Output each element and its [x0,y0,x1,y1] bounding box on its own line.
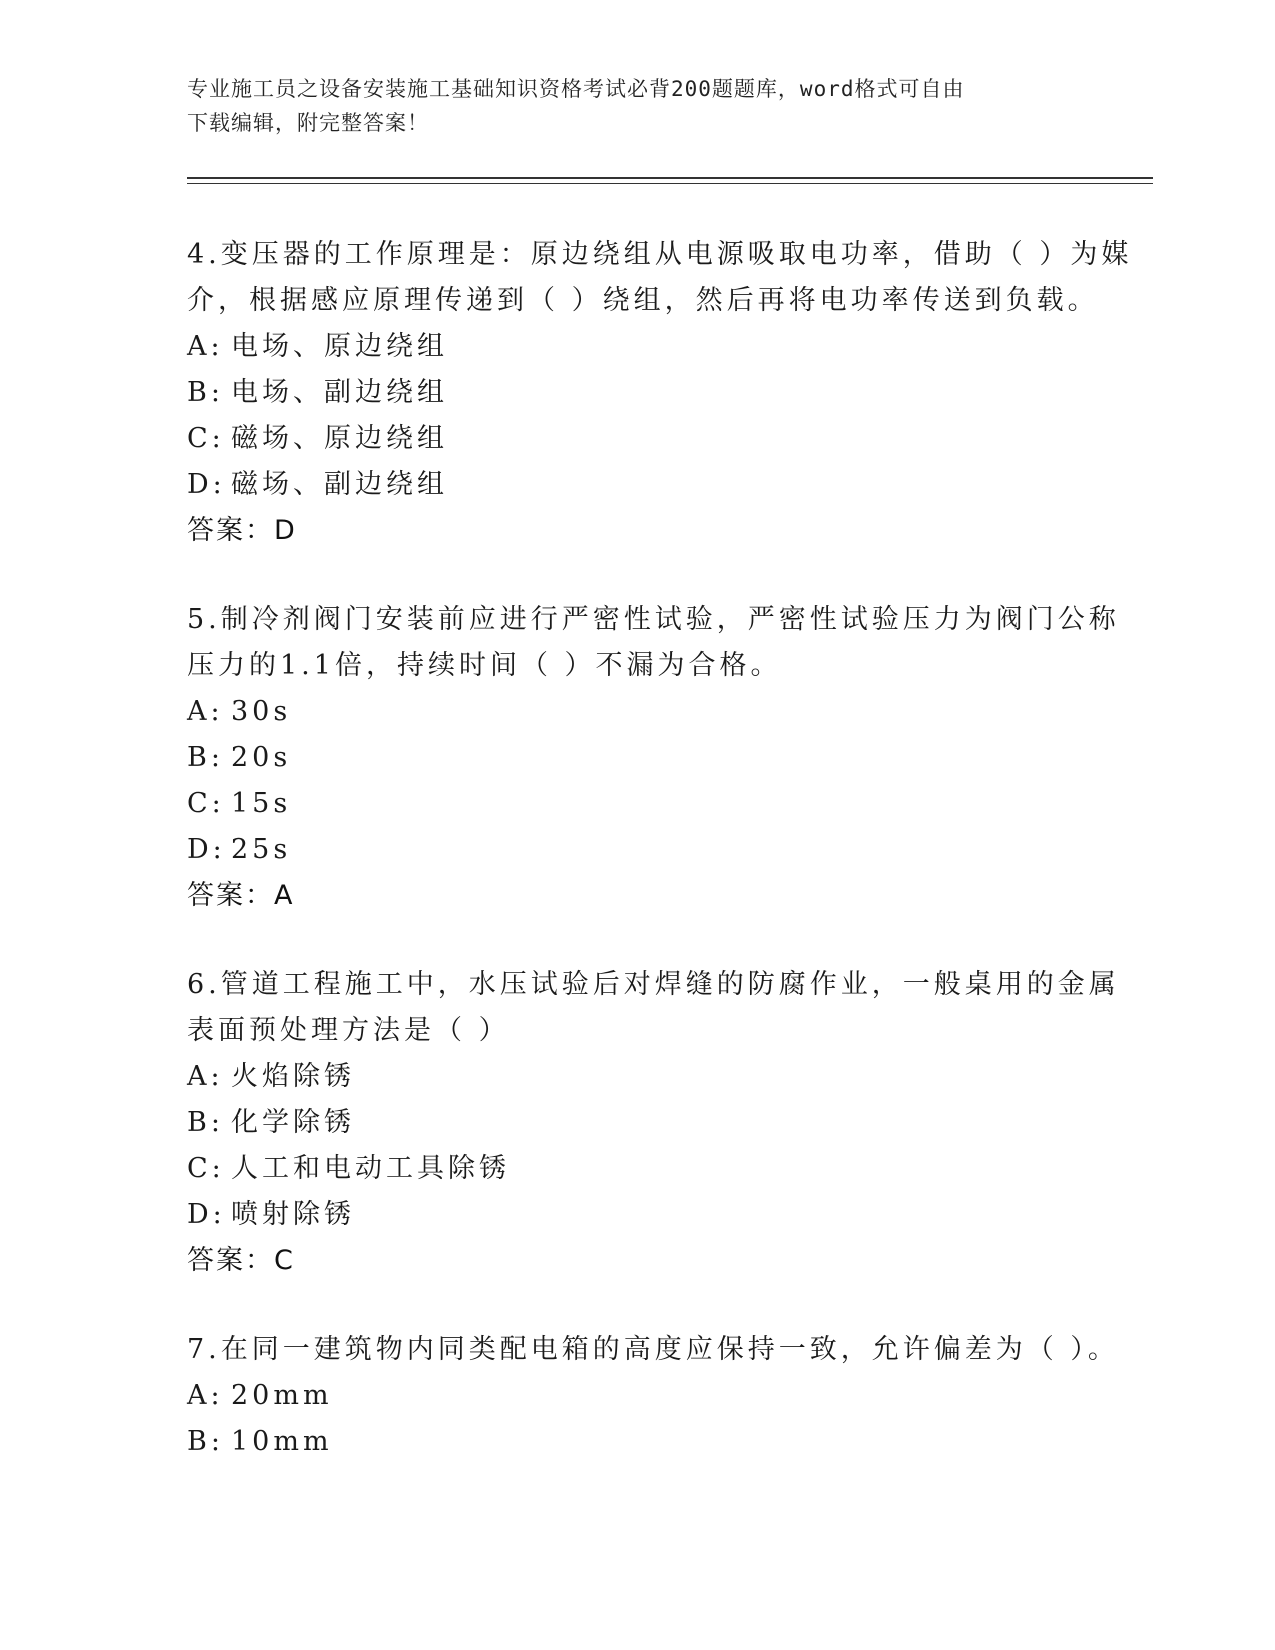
option-a [187,1054,1087,1100]
option-key: B: [187,1107,224,1138]
option-key: A: [187,1061,224,1092]
answer: 答案：C [187,1245,295,1276]
option-text: 电场、副边绕组 [231,377,448,408]
option-key: B: [187,377,224,408]
header-line-2: 下载编辑，附完整答案！ [187,111,429,135]
header-divider-bottom [187,183,1153,184]
option-d [187,462,1087,508]
header-divider-top [187,177,1153,179]
question-text-line: 4.变压器的工作原理是：原边绕组从电源吸取电功率，借助（ ）为媒 [187,239,1133,270]
option-key: C: [187,1153,225,1184]
option-b [187,370,1087,416]
question-5 [187,597,1120,919]
question-6 [187,962,1120,1284]
option-key: D: [187,1199,226,1230]
option-text: 磁场、副边绕组 [231,469,448,500]
question-7 [187,1327,1119,1465]
question-text-line: 7.在同一建筑物内同类配电箱的高度应保持一致，允许偏差为（ ）。 [187,1334,1119,1365]
question-text-line: 压力的1.1倍，持续时间（ ）不漏为合格。 [187,650,782,681]
option-text: 喷射除锈 [231,1199,355,1230]
option-key: C: [187,423,225,454]
option-a [187,1373,1087,1419]
option-key: D: [187,834,226,865]
option-key: A: [187,331,224,362]
option-text: 磁场、原边绕组 [231,423,448,454]
option-text: 25s [231,834,292,865]
option-b [187,735,1087,781]
option-text: 火焰除锈 [231,1061,355,1092]
option-text: 10mm [231,1426,333,1457]
option-text: 30s [231,696,292,727]
option-d [187,1192,1087,1238]
question-4 [187,232,1133,554]
question-text-line: 表面预处理方法是（ ） [187,1015,510,1046]
option-key: B: [187,1426,224,1457]
option-key: C: [187,788,225,819]
document-header [187,72,1067,140]
question-text-line: 5.制冷剂阀门安装前应进行严密性试验，严密性试验压力为阀门公称 [187,604,1120,635]
option-text: 20s [231,742,292,773]
question-text-line: 介，根据感应原理传递到（ ）绕组，然后再将电功率传送到负载。 [187,285,1099,316]
option-a [187,689,1087,735]
header-line-1: 专业施工员之设备安装施工基础知识资格考试必背200题题库，word格式可自由 [187,77,965,101]
option-text: 人工和电动工具除锈 [231,1153,510,1184]
option-key: A: [187,1380,224,1411]
option-c [187,1146,1087,1192]
option-text: 电场、原边绕组 [231,331,448,362]
option-b [187,1100,1087,1146]
option-c [187,781,1087,827]
option-key: D: [187,469,226,500]
option-key: A: [187,696,224,727]
option-text: 20mm [231,1380,333,1411]
option-text: 化学除锈 [231,1107,355,1138]
option-a [187,324,1087,370]
option-key: B: [187,742,224,773]
option-d [187,827,1087,873]
question-text-line: 6.管道工程施工中，水压试验后对焊缝的防腐作业，一般桌用的金属 [187,969,1120,1000]
option-c [187,416,1087,462]
option-text: 15s [231,788,292,819]
option-b [187,1419,1087,1465]
answer: 答案：D [187,515,297,546]
answer: 答案：A [187,880,295,911]
